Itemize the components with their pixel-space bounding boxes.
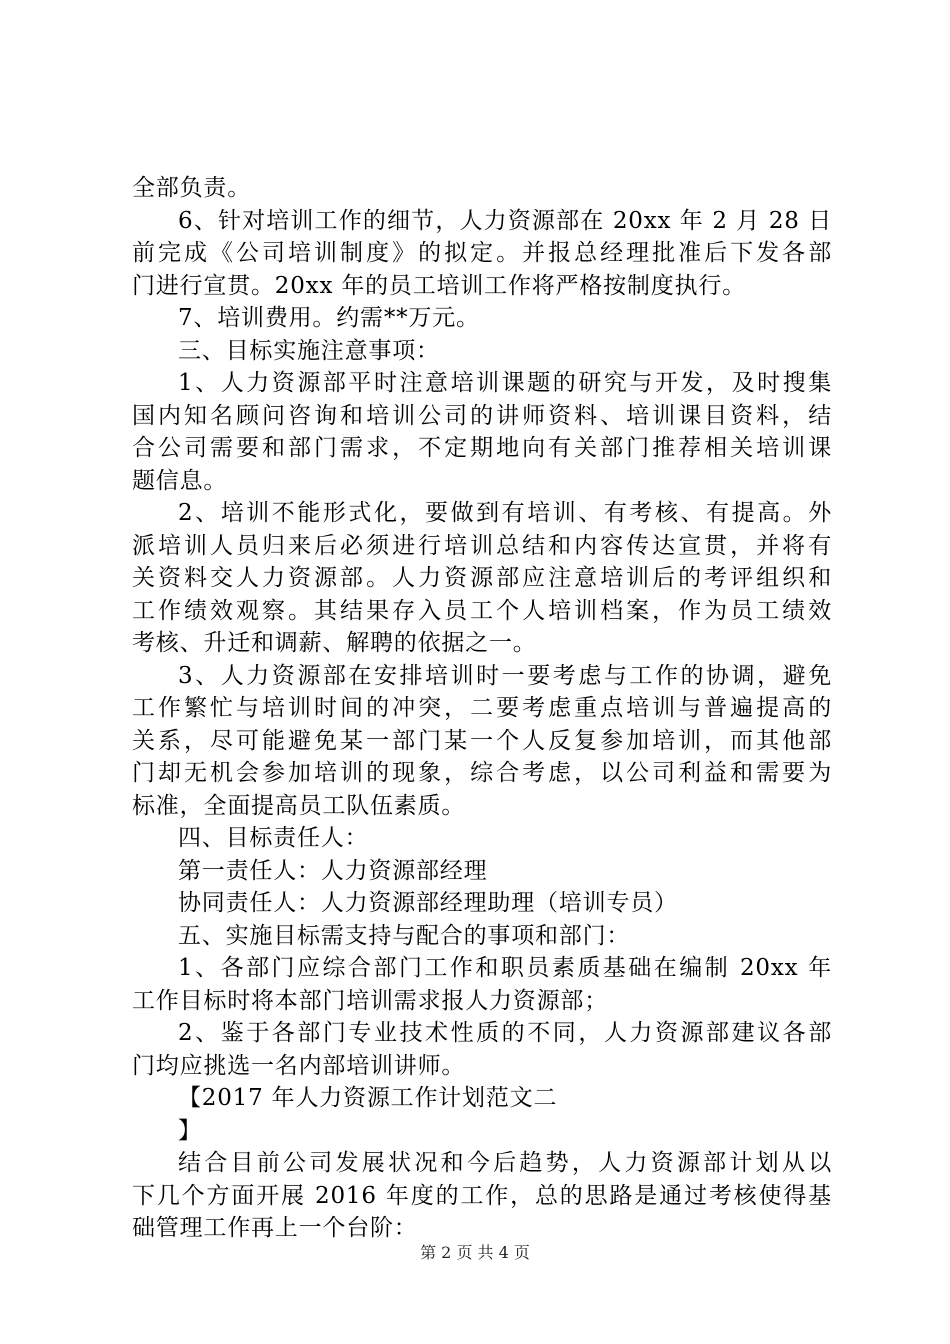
text-line: 国内知名顾问咨询和培训公司的讲师资料、培训课目资料，结 [132, 402, 832, 429]
text-line: 第一责任人：人力资源部经理 [178, 857, 488, 884]
text-line: 门均应挑选一名内部培训讲师。 [132, 1052, 466, 1079]
text-line: 工作目标时将本部门培训需求报人力资源部； [132, 987, 608, 1014]
text-line: 标准，全面提高员工队伍素质。 [132, 792, 466, 819]
text-line: 1、各部门应综合部门工作和职员素质基础在编制 20xx 年 [178, 955, 832, 981]
text-line: 础管理工作再上一个台阶： [132, 1215, 418, 1241]
text-line: 工作繁忙与培训时间的冲突，二要考虑重点培训与普遍提高的 [132, 695, 832, 721]
text-line: 考核、升迁和调薪、解聘的依据之一。 [132, 630, 537, 656]
text-line: 2、培训不能形式化，要做到有培训、有考核、有提高。外 [178, 500, 832, 526]
document-body [132, 172, 832, 1245]
text-line: 2、鉴于各部门专业技术性质的不同，人力资源部建议各部 [178, 1020, 832, 1046]
text-line: 【2017 年人力资源工作计划范文二 [178, 1085, 558, 1111]
text-line: 工作绩效观察。其结果存入员工个人培训档案，作为员工绩效 [132, 597, 832, 624]
text-line: 3、人力资源部在安排培训时一要考虑与工作的协调，避免 [178, 662, 832, 689]
text-line: 合公司需要和部门需求，不定期地向有关部门推荐相关培训课 [132, 435, 832, 461]
text-line: 下几个方面开展 2016 年度的工作，总的思路是通过考核使得基 [132, 1182, 832, 1209]
text-line: 关资料交人力资源部。人力资源部应注意培训后的考评组织和 [132, 565, 832, 591]
text-line: 门却无机会参加培训的现象，综合考虑，以公司利益和需要为 [132, 760, 832, 786]
text-line: 协同责任人：人力资源部经理助理（培训专员） [178, 890, 678, 916]
text-line: 题信息。 [132, 467, 228, 494]
text-line: 】 [178, 1117, 202, 1144]
text-line: 五、实施目标需支持与配合的事项和部门： [178, 922, 631, 949]
text-line: 结合目前公司发展状况和今后趋势，人力资源部计划从以 [178, 1150, 832, 1176]
text-line: 四、目标责任人： [178, 825, 369, 851]
text-line: 三、目标实施注意事项： [178, 337, 440, 364]
text-line: 门进行宣贯。20xx 年的员工培训工作将严格按制度执行。 [132, 272, 746, 299]
text-line: 1、人力资源部平时注意培训课题的研究与开发，及时搜集 [178, 370, 832, 396]
text-line: 7、培训费用。约需**万元。 [178, 305, 480, 331]
text-line: 全部负责。 [132, 175, 251, 201]
text-line: 前完成《公司培训制度》的拟定。并报总经理批准后下发各部 [132, 240, 832, 266]
page-number: 第 2 页 共 4 页 [420, 1243, 530, 1262]
text-line: 关系，尽可能避免某一部门某一个人反复参加培训，而其他部 [132, 727, 832, 754]
text-line: 派培训人员归来后必须进行培训总结和内容传达宣贯，并将有 [132, 532, 832, 559]
text-line: 6、针对培训工作的细节，人力资源部在 20xx 年 2 月 28 日 [178, 207, 832, 234]
